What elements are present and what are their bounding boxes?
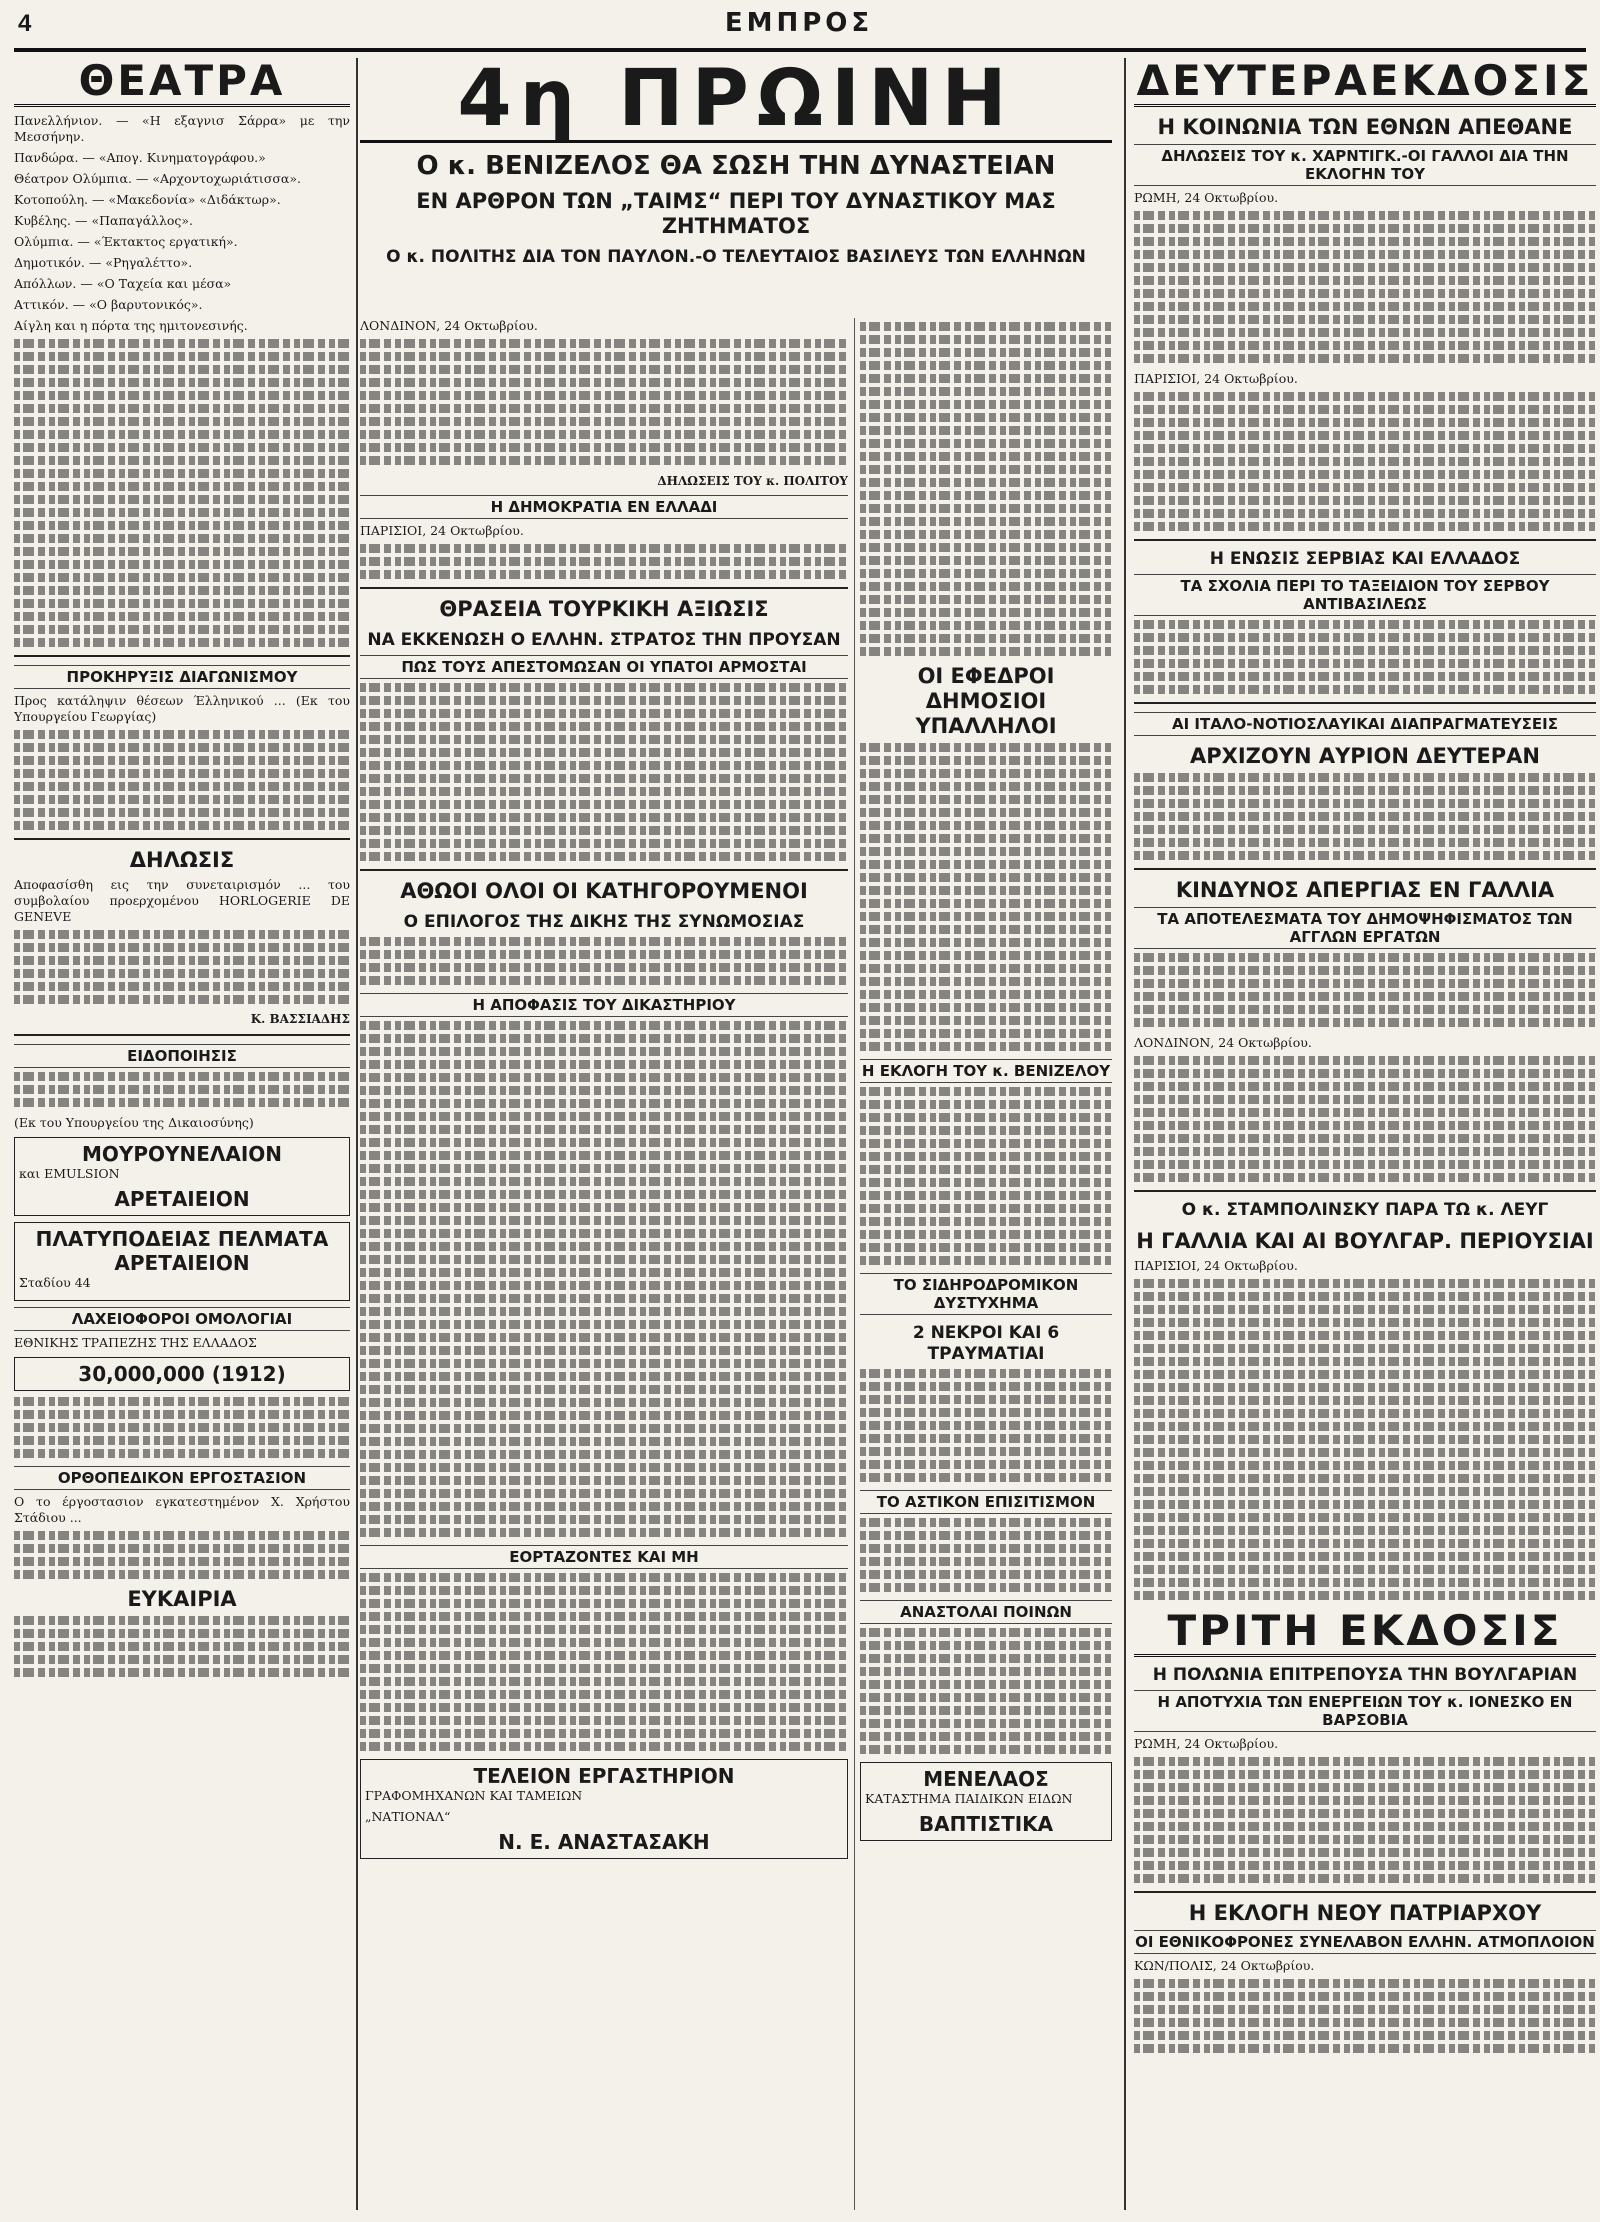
league-dateline: ΡΩΜΗ, 24 Οκτωβρίου. bbox=[1134, 190, 1279, 205]
theatre-item: Θέατρον Ολύμπια. — «Αρχοντοχωριάτισσα». bbox=[14, 171, 301, 186]
theatres-list bbox=[14, 113, 350, 334]
theatre-item: Αττικόν. — «Ο βαρυτονικός». bbox=[14, 297, 203, 312]
column-center bbox=[360, 58, 1112, 2210]
lead-signature: ΔΗΛΩΣΕΙΣ ΤΟΥ κ. ΠΟΛΙΤΟΥ bbox=[657, 474, 848, 488]
competition-text: Προς κατάληψιν θέσεων Έλληνικού ... (Εκ του Υπουργείου Γεωργίας) bbox=[14, 693, 350, 724]
serbia-subheadline: ΤΑ ΣΧΟΛΙΑ ΠΕΡΙ ΤΟ ΤΑΞΕΙΔΙΟΝ ΤΟΥ ΣΕΡΒΟΥ ΑΝΤΙΒΑΣΙΛΕΩΣ bbox=[1134, 574, 1596, 616]
ad-title: ΤΕΛΕΙΟΝ ΕΡΓΑΣΤΗΡΙΟΝ bbox=[473, 1764, 735, 1788]
ad-catalog: ΚΑΤΑΣΤΗΜΑ ΠΑΙΔΙΚΩΝ ΕΙΔΩΝ bbox=[865, 1791, 1073, 1806]
ad-subtitle: και EMULSION bbox=[19, 1166, 120, 1181]
ad-shop: ΑΡΕΤΑΙΕΙΟΝ bbox=[114, 1251, 250, 1275]
center-main-column bbox=[360, 318, 855, 2210]
bulgarian-assets-headline: Η ΓΑΛΛΙΑ ΚΑΙ ΑΙ ΒΟΥΛΓΑΡ. ΠΕΡΙΟΥΣΙΑΙ bbox=[1136, 1229, 1594, 1253]
lottery-subheading: ΕΘΝΙΚΗΣ ΤΡΑΠΕΖΗΣ ΤΗΣ ΕΛΛΑΔΟΣ bbox=[14, 1335, 257, 1350]
turkish-headline: ΘΡΑΣΕΙΑ ΤΟΥΡΚΙΚΗ ΑΞΙΩΣΙΣ bbox=[439, 597, 769, 621]
strike-dateline: ΛΟΝΔΙΝΟΝ, 24 Οκτωβρίου. bbox=[1134, 1035, 1312, 1050]
league-headline: Η ΚΟΙΝΩΝΙΑ ΤΩΝ ΕΘΝΩΝ ΑΠΕΘΑΝΕ bbox=[1157, 115, 1573, 139]
league-dateline-2: ΠΑΡΙΣΙΟΙ, 24 Οκτωβρίου. bbox=[1134, 371, 1298, 386]
ad-owner: Ν. Ε. ΑΝΑΣΤΑΣΑΚΗ bbox=[498, 1830, 710, 1854]
stamboliyski-headline: Ο κ. ΣΤΑΜΠΟΛΙΝΣΚΥ ΠΑΡΑ ΤΩ κ. ΛΕΥΓ bbox=[1181, 1200, 1549, 1220]
bulgarian-assets-dateline: ΠΑΡΙΣΙΟΙ, 24 Οκτωβρίου. bbox=[1134, 1258, 1298, 1273]
strike-headline: ΚΙΝΔΥΝΟΣ ΑΠΕΡΓΙΑΣ ΕΝ ΓΑΛΛΙΑ bbox=[1175, 878, 1555, 902]
page-number: 4 bbox=[18, 10, 32, 37]
ad-cod-liver-oil bbox=[14, 1137, 350, 1216]
theatre-item: Πανδώρα. — «Απογ. Κινηματογράφου.» bbox=[14, 150, 266, 165]
lead-dateline: ΛΟΝΔΙΝΟΝ, 24 Οκτωβρίου. bbox=[360, 318, 538, 333]
theatre-item: Κοτοπούλη. — «Μακεδονία» «Διδάκτωρ». bbox=[14, 192, 281, 207]
lead-dateline-2: ΠΑΡΙΣΙΟΙ, 24 Οκτωβρίου. bbox=[360, 523, 524, 538]
pardons-heading: ΑΝΑΣΤΟΛΑΙ ΠΟΙΝΩΝ bbox=[860, 1600, 1112, 1624]
theatre-item: Κυβέλης. — «Παπαγάλλος». bbox=[14, 213, 194, 228]
ad-subtitle: ΓΡΑΦΟΜΗΧΑΝΩΝ ΚΑΙ ΤΑΜΕΙΩΝ bbox=[365, 1788, 583, 1803]
lead-headline: Ο κ. ΒΕΝΙΖΕΛΟΣ ΘΑ ΣΩΣΗ ΤΗΝ ΔΥΝΑΣΤΕΙΑΝ bbox=[416, 151, 1056, 181]
lead-subheadline: ΕΝ ΑΡΘΡΟΝ ΤΩΝ „ΤΑΙΜΣ“ ΠΕΡΙ ΤΟΥ ΔΥΝΑΣΤΙΚΟΥ ΜΑΣ ΖΗΤΗΜΑΤΟΣ bbox=[416, 189, 1056, 238]
third-edition-heading: ΤΡΙΤΗ ΕΚΔΟΣΙΣ bbox=[1134, 1608, 1596, 1657]
edition-heading: 4η ΠΡΩΙΝΗ bbox=[360, 58, 1112, 143]
patriarch-headline: Η ΕΚΛΟΓΗ ΝΕΟΥ ΠΑΤΡΙΑΡΧΟΥ bbox=[1188, 1901, 1542, 1925]
lottery-sum: 30,000,000 (1912) bbox=[78, 1362, 286, 1386]
lead-kicker: Ο κ. ΠΟΛΙΤΗΣ ΔΙΑ ΤΟΝ ΠΑΥΛΟΝ.-Ο ΤΕΛΕΥΤΑΙΟΣ ΒΑΣΙΛΕΥΣ ΤΩΝ ΕΛΛΗΝΩΝ bbox=[386, 247, 1086, 267]
serbia-headline: Η ΕΝΩΣΙΣ ΣΕΡΒΙΑΣ ΚΑΙ ΕΛΛΑΔΟΣ bbox=[1209, 549, 1521, 569]
strike-subheadline: ΤΑ ΑΠΟΤΕΛΕΣΜΑΤΑ ΤΟΥ ΔΗΜΟΨΗΦΙΣΜΑΤΟΣ ΤΩΝ ΑΓΓΛΩΝ ΕΡΓΑΤΩΝ bbox=[1134, 907, 1596, 949]
provisioning-heading: ΤΟ ΑΣΤΙΚΟΝ ΕΠΙΣΙΤΙΣΜΟΝ bbox=[860, 1490, 1112, 1514]
poland-subheadline: Η ΑΠΟΤΥΧΙΑ ΤΩΝ ΕΝΕΡΓΕΙΩΝ ΤΟΥ κ. ΙΟΝΕΣΚΟ ΕΝ ΒΑΡΣΟΒΙΑ bbox=[1134, 1690, 1596, 1732]
theatre-item: Αίγλη και η πόρτα της ημιτονεσινής. bbox=[14, 318, 248, 333]
ad-title: ΠΛΑΤΥΠΟΔΕΙΑΣ ΠΕΛΜΑΤΑ bbox=[35, 1227, 329, 1251]
trial-subsection: Η ΑΠΟΦΑΣΙΣ ΤΟΥ ΔΙΚΑΣΤΗΡΙΟΥ bbox=[360, 993, 848, 1017]
masthead bbox=[14, 8, 1586, 52]
column-left bbox=[14, 58, 358, 2210]
lead-subsection: Η ΔΗΜΟΚΡΑΤΙΑ ΕΝ ΕΛΛΑΔΙ bbox=[360, 495, 848, 519]
reservists-headline: ΟΙ ΕΦΕΔΡΟΙ ΔΗΜΟΣΙΟΙ ΥΠΑΛΛΗΛΟΙ bbox=[915, 664, 1057, 738]
ad-brand: „ΝΑΤΙΟΝΑΛ“ bbox=[365, 1809, 451, 1824]
ad-flat-feet bbox=[14, 1222, 350, 1301]
second-edition-heading: ΔΕΥΤΕΡΑΕΚΔΟΣΙΣ bbox=[1134, 58, 1596, 107]
ad-title: ΜΟΥΡΟΥΝΕΛΑΙΟΝ bbox=[81, 1142, 283, 1166]
theatre-item: Απόλλων. — «Ο Ταχεία και μέσα» bbox=[14, 276, 232, 291]
italo-yugoslav-subheadline: ΑΡΧΙΖΟΥΝ ΑΥΡΙΟΝ ΔΕΥΤΕΡΑΝ bbox=[1190, 744, 1540, 768]
ad-menelaos bbox=[860, 1762, 1112, 1841]
rail-accident-heading: ΤΟ ΣΙΔΗΡΟΔΡΟΜΙΚΟΝ ΔΥΣΤΥΧΗΜΑ bbox=[860, 1273, 1112, 1315]
theatre-item: Πανελλήνιον. — «Η εξαγνισ Σάρρα» με την Μεσσήνην. bbox=[14, 113, 350, 144]
theatre-item: Δημοτικόν. — «Ρηγαλέττο». bbox=[14, 255, 193, 270]
orthopedic-text: Ο το έργοστασιον εγκατεστημένον Χ. Χρήστου Στάδιου ... bbox=[14, 1494, 350, 1525]
newspaper-name: ΕΜΠΡΟΣ bbox=[724, 8, 874, 38]
venizelos-election-heading: Η ΕΚΛΟΓΗ ΤΟΥ κ. ΒΕΝΙΖΕΛΟΥ bbox=[860, 1059, 1112, 1083]
patriarch-subheadline: ΟΙ ΕΘΝΙΚΟΦΡΟΝΕΣ ΣΥΝΕΛΑΒΟΝ ΕΛΛΗΝ. ΑΤΜΟΠΛΟΙΟΝ bbox=[1134, 1930, 1596, 1954]
competition-heading: ΠΡΟΚΗΡΥΞΙΣ ΔΙΑΓΩΝΙΣΜΟΥ bbox=[14, 665, 350, 689]
notice-heading: ΕΙΔΟΠΟΙΗΣΙΣ bbox=[14, 1044, 350, 1068]
poland-headline: Η ΠΟΛΩΝΙΑ ΕΠΙΤΡΕΠΟΥΣΑ ΤΗΝ ΒΟΥΛΓΑΡΙΑΝ bbox=[1152, 1665, 1578, 1685]
notice-source: (Εκ του Υπουργείου της Δικαιοσύνης) bbox=[14, 1115, 254, 1130]
opportunity-heading: ΕΥΚΑΙΡΙΑ bbox=[127, 1587, 237, 1611]
rail-accident-subheading: 2 ΝΕΚΡΟΙ ΚΑΙ 6 ΤΡΑΥΜΑΤΙΑΙ bbox=[912, 1323, 1060, 1364]
declaration-text: Αποφασίσθη εις την συνεταιρισμόν ... του συμβολαίου προερχομένου HORLOGERIE DE GENEVE bbox=[14, 877, 350, 924]
column-right bbox=[1124, 58, 1596, 2210]
theatre-review-text bbox=[14, 339, 350, 647]
league-subheadline: ΔΗΛΩΣΕΙΣ ΤΟΥ κ. ΧΑΡΝΤΙΓΚ.-ΟΙ ΓΑΛΛΟΙ ΔΙΑ ΤΗΝ ΕΚΛΟΓΗΝ ΤΟΥ bbox=[1134, 144, 1596, 186]
italo-yugoslav-headline: ΑΙ ΙΤΑΛΟ-ΝΟΤΙΟΣΛΑΥΙΚΑΙ ΔΙΑΠΡΑΓΜΑΤΕΥΣΕΙΣ bbox=[1134, 712, 1596, 736]
orthopedic-heading: ΟΡΘΟΠΕΔΙΚΟΝ ΕΡΓΟΣΤΑΣΙΟΝ bbox=[14, 1466, 350, 1490]
patriarch-dateline: ΚΩΝ/ΠΟΛΙΣ, 24 Οκτωβρίου. bbox=[1134, 1958, 1315, 1973]
trial-headline: ΑΘΩΟΙ ΟΛΟΙ ΟΙ ΚΑΤΗΓΟΡΟΥΜΕΝΟΙ bbox=[400, 879, 808, 903]
ad-address: Σταδίου 44 bbox=[19, 1275, 91, 1290]
turkish-kicker: ΠΩΣ ΤΟΥΣ ΑΠΕΣΤΟΜΩΣΑΝ ΟΙ ΥΠΑΤΟΙ ΑΡΜΟΣΤΑΙ bbox=[360, 655, 848, 679]
lottery-heading: ΛΑΧΕΙΟΦΟΡΟΙ ΟΜΟΛΟΓΙΑΙ bbox=[14, 1307, 350, 1331]
trial-subheadline: Ο ΕΠΙΛΟΓΟΣ ΤΗΣ ΔΙΚΗΣ ΤΗΣ ΣΥΝΩΜΟΣΙΑΣ bbox=[403, 912, 805, 932]
theatres-heading: ΘΕΑΤΡΑ bbox=[14, 58, 350, 107]
poland-dateline: ΡΩΜΗ, 24 Οκτωβρίου. bbox=[1134, 1736, 1279, 1751]
ad-typewriters bbox=[360, 1759, 848, 1859]
ad-title: ΜΕΝΕΛΑΟΣ bbox=[923, 1767, 1049, 1791]
center-side-column bbox=[860, 318, 1112, 2210]
ad-shop: ΑΡΕΤΑΙΕΙΟΝ bbox=[114, 1187, 250, 1211]
declaration-signature: Κ. ΒΑΣΣΙΑΔΗΣ bbox=[250, 1012, 350, 1026]
theatre-item: Ολύμπια. — «Έκτακτος εργατική». bbox=[14, 234, 238, 249]
ad-baptism: ΒΑΠΤΙΣΤΙΚΑ bbox=[918, 1812, 1054, 1836]
turkish-subheadline: ΝΑ ΕΚΚΕΝΩΣΗ Ο ΕΛΛΗΝ. ΣΤΡΑΤΟΣ ΤΗΝ ΠΡΟΥΣΑΝ bbox=[367, 630, 841, 650]
declaration-heading: ΔΗΛΩΣΙΣ bbox=[129, 848, 235, 872]
namedays-heading: ΕΟΡΤΑΖΟΝΤΕΣ ΚΑΙ ΜΗ bbox=[360, 1545, 848, 1569]
